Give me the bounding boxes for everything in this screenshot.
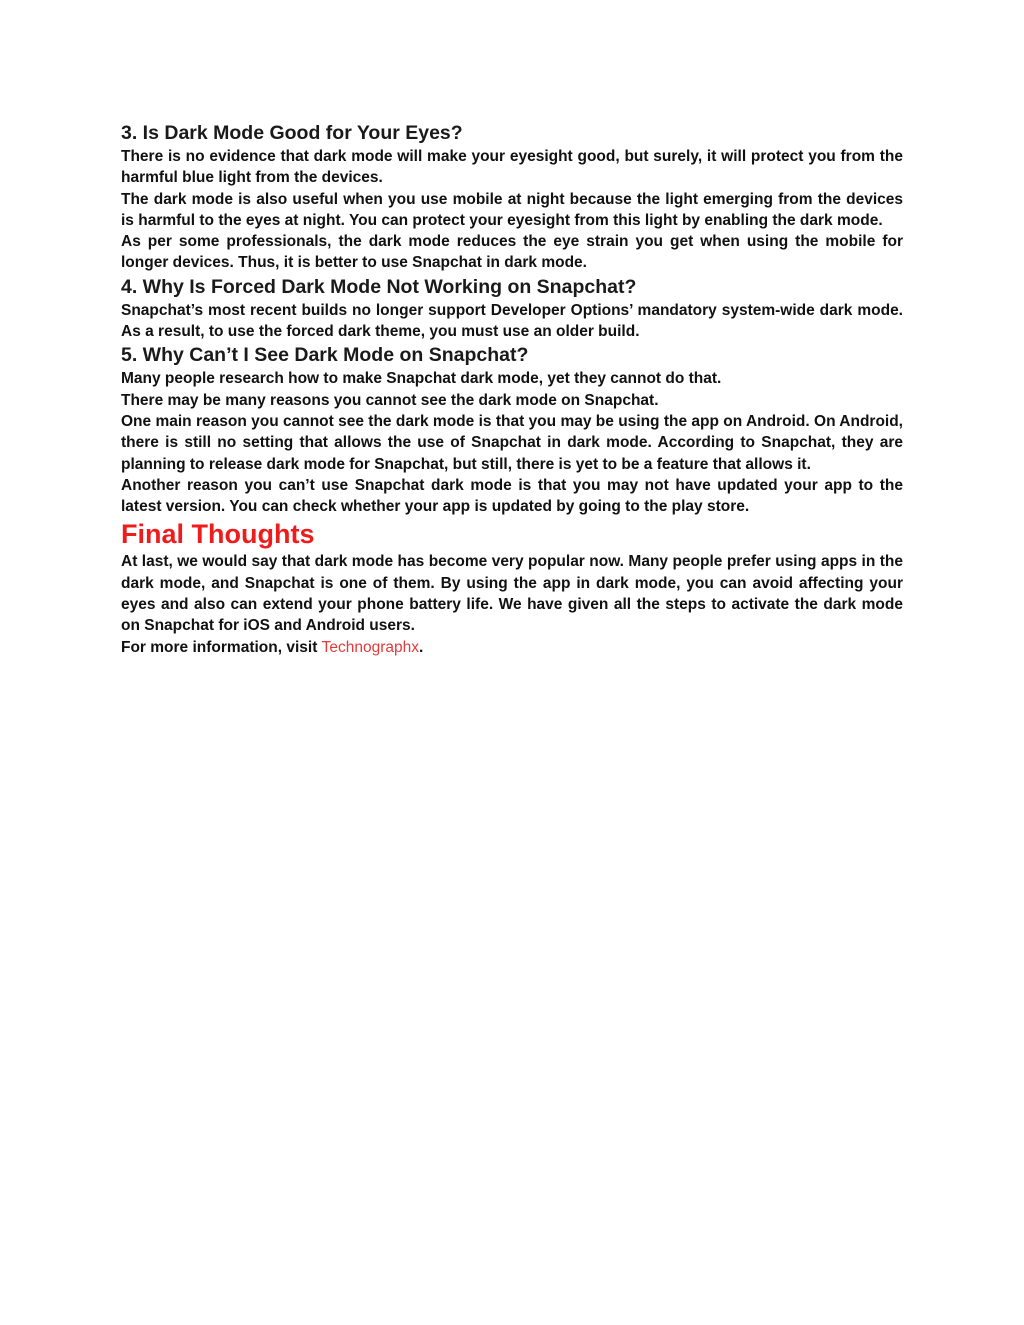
document-page (121, 120, 903, 658)
section-5-paragraph-2: There may be many reasons you cannot see the dark mode on Snapchat. (121, 391, 659, 409)
section-5-paragraph-4: Another reason you can’t use Snapchat dark mode is that you may not have updated your app to the latest version. You can check whether your app is updated by going to the play store. (121, 476, 903, 516)
section-5-paragraph-3: One main reason you cannot see the dark mode is that you may be using the app on Android. On Android, there is still no setting that allows the use of Snapchat in dark mode. According to Snapchat, they are planning to release dark mode for Snapchat, but still, there is yet to be a feature that allows it. (121, 412, 903, 473)
section-3-paragraph-1: There is no evidence that dark mode will make your eyesight good, but surely, it will protect you from the harmful blue light from the devices. (121, 148, 903, 187)
final-thoughts-heading: Final Thoughts (121, 519, 315, 550)
section-3-paragraph-3: As per some professionals, the dark mode reduces the eye strain you get when using the mobile for longer devices. Thus, it is better to use Snapchat in dark mode. (121, 233, 903, 272)
more-info-suffix: . (419, 638, 424, 656)
technographx-link[interactable]: Technographx (321, 638, 420, 656)
final-thoughts-paragraph: At last, we would say that dark mode has become very popular now. Many people prefer using apps in the dark mode, and Snapchat is one of them. By using the app in dark mode, you can avoid affecting your eyes and also can extend your phone battery life. We have given all the steps to activate the dark mode on Snapchat for iOS and Android users. (121, 553, 903, 635)
section-3-heading: 3. Is Dark Mode Good for Your Eyes? (121, 122, 463, 144)
section-4-paragraph-1: Snapchat’s most recent builds no longer support Developer Options’ mandatory system-wide dark mode. As a result, to use the forced dark theme, you must use an older build. (121, 301, 903, 341)
section-3-paragraph-2: The dark mode is also useful when you use mobile at night because the light emerging from the devices is harmful to the eyes at night. You can protect your eyesight from this light by enabling the dark mode. (121, 190, 903, 229)
section-5-paragraph-1: Many people research how to make Snapchat dark mode, yet they cannot do that. (121, 370, 722, 388)
section-5-heading: 5. Why Can’t I See Dark Mode on Snapchat? (121, 344, 529, 367)
section-4-heading: 4. Why Is Forced Dark Mode Not Working on Snapchat? (121, 275, 637, 298)
more-info-line (121, 637, 903, 658)
more-info-prefix: For more information, visit (121, 638, 322, 656)
